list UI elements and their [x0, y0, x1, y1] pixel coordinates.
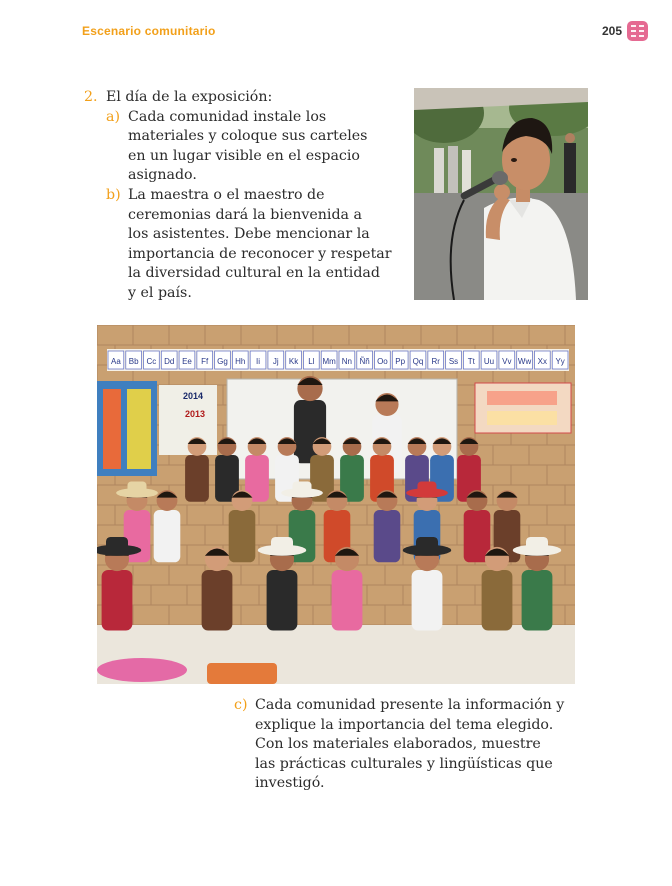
photo-classroom-children	[97, 325, 575, 684]
svg-text:Ww: Ww	[517, 357, 532, 366]
person-figure	[202, 547, 233, 631]
item-line: La maestra o el maestro de	[128, 186, 325, 203]
svg-text:Ff: Ff	[201, 357, 209, 366]
alphabet-card	[286, 351, 302, 369]
item-line: Cada comunidad presente la información y	[255, 697, 565, 713]
svg-text:Hh: Hh	[235, 357, 246, 366]
indigenous-glyph-icon	[627, 21, 648, 41]
alphabet-card	[392, 351, 408, 369]
svg-text:Mm: Mm	[322, 357, 336, 366]
svg-text:Ss: Ss	[448, 357, 459, 366]
alphabet-card	[534, 351, 550, 369]
item-line: la diversidad cultural en la entidad	[128, 265, 380, 282]
svg-text:Yy: Yy	[555, 357, 565, 366]
step-number: 2.	[84, 89, 98, 105]
alphabet-card	[197, 351, 213, 369]
alphabet-card	[446, 351, 462, 369]
svg-text:Cc: Cc	[146, 357, 157, 366]
svg-text:Kk: Kk	[288, 357, 299, 366]
alphabet-card	[481, 351, 497, 369]
item-c	[234, 696, 574, 794]
person-figure	[229, 490, 256, 562]
alphabet-card	[375, 351, 391, 369]
alphabet-card	[144, 351, 160, 369]
item-marker: b)	[106, 186, 121, 203]
item-marker: c)	[234, 697, 248, 713]
item-line: investigó.	[255, 775, 325, 792]
board-year-2: 2013	[185, 409, 206, 419]
person-figure	[482, 547, 513, 631]
svg-text:Tt: Tt	[467, 357, 475, 366]
item-line: las prácticas culturales y lingüísticas que	[255, 755, 553, 772]
item-line: y el país.	[128, 284, 192, 301]
alphabet-card	[215, 351, 231, 369]
svg-text:Vv: Vv	[502, 357, 512, 366]
svg-text:Pp: Pp	[395, 357, 406, 366]
alphabet-card	[499, 351, 515, 369]
person-figure	[215, 437, 239, 502]
item-line: asignado.	[128, 167, 197, 184]
item-line: explique la importancia del tema elegido.	[255, 716, 554, 733]
svg-text:Nn: Nn	[341, 357, 353, 366]
svg-text:Gg: Gg	[217, 357, 228, 366]
page-number: 205	[602, 24, 623, 38]
step-2	[84, 88, 404, 304]
svg-text:Qq: Qq	[412, 357, 424, 366]
alphabet-card	[428, 351, 444, 369]
person-figure	[154, 490, 181, 562]
item-line: ceremonias dará la bienvenida a	[128, 206, 362, 223]
alphabet-card	[552, 351, 568, 369]
board-year-1: 2014	[183, 391, 204, 401]
alphabet-card	[179, 351, 195, 369]
alphabet-card	[268, 351, 284, 369]
item-line: materiales y coloque sus carteles	[128, 128, 368, 145]
svg-text:Jj: Jj	[272, 357, 279, 366]
svg-text:Oo: Oo	[377, 357, 388, 366]
item-line: Con los materiales elaborados, muestre	[255, 736, 541, 753]
person-figure	[464, 490, 491, 562]
svg-text:Ll: Ll	[308, 357, 315, 366]
item-marker: a)	[106, 108, 120, 125]
person-figure	[185, 437, 209, 502]
alphabet-card	[126, 351, 142, 369]
item-a	[84, 108, 404, 186]
svg-text:Ii: Ii	[256, 357, 261, 366]
person-figure	[332, 547, 363, 631]
alphabet-card	[108, 351, 124, 369]
svg-text:Dd: Dd	[164, 357, 175, 366]
alphabet-card	[357, 351, 373, 369]
alphabet-card	[321, 351, 337, 369]
step-title: El día de la exposición:	[106, 89, 273, 105]
alphabet-card	[517, 351, 533, 369]
svg-text:Bb: Bb	[128, 357, 139, 366]
step-heading	[84, 88, 404, 108]
alphabet-card	[303, 351, 319, 369]
item-line: importancia de reconocer y respetar	[128, 245, 392, 262]
person-figure	[245, 437, 269, 502]
alphabet-card	[463, 351, 479, 369]
svg-text:Xx: Xx	[537, 357, 548, 366]
svg-text:Ee: Ee	[182, 357, 192, 366]
photo-boy-speaking	[414, 88, 588, 300]
item-line: los asistentes. Debe mencionar la	[128, 226, 370, 243]
item-line: en un lugar visible en el espacio	[128, 147, 360, 164]
alphabet-card	[339, 351, 355, 369]
svg-text:Uu: Uu	[483, 357, 495, 366]
svg-text:Rr: Rr	[431, 357, 440, 366]
alphabet-card	[410, 351, 426, 369]
svg-text:Ññ: Ññ	[359, 357, 370, 366]
svg-text:Aa: Aa	[110, 357, 121, 366]
person-figure	[340, 437, 364, 502]
item-line: Cada comunidad instale los	[128, 108, 327, 125]
section-title: Escenario comunitario	[82, 24, 216, 38]
person-figure	[374, 490, 401, 562]
item-b	[84, 186, 404, 304]
alphabet-card	[250, 351, 266, 369]
alphabet-card	[232, 351, 248, 369]
alphabet-card	[161, 351, 177, 369]
